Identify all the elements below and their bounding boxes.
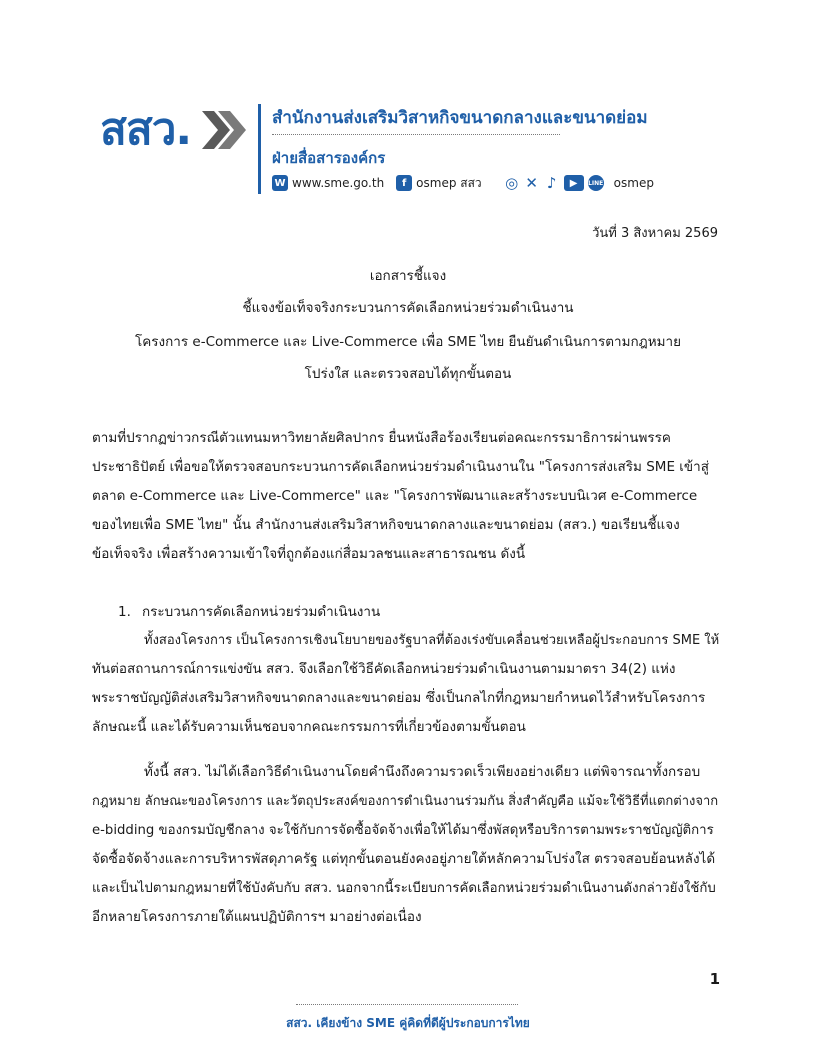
intro-line: ตลาด e-Commerce และ Live-Commerce" และ "โครงการพัฒนาและสร้างระบบนิเวศ e-Commerce <box>92 488 698 504</box>
document-type: เอกสารชี้แจง <box>369 268 447 284</box>
x-icon[interactable]: ✕ <box>525 174 538 192</box>
title-line-3: โครงการ e-Commerce และ Live-Commerce เพื่อ SME ไทย ยืนยันดำเนินการตามกฎหมาย <box>135 334 681 350</box>
footer-divider <box>296 1004 518 1005</box>
paragraph-line: ทั้งสองโครงการ เป็นโครงการเชิงนโยบายของรัฐบาลที่ต้องเร่งขับเคลื่อนช่วยเหลือผู้ประกอบการ SME ให้ <box>144 633 720 648</box>
section-number: 1. <box>118 604 131 620</box>
paragraph-line: ทั้งนี้ สสว. ไม่ได้เลือกวิธีดำเนินงานโดยคำนึงถึงความรวดเร็วเพียงอย่างเดียว แต่พิจารณาทั้งกรอบ <box>144 764 701 780</box>
paragraph-line: ทันต่อสถานการณ์การแข่งขัน สสว. จึงเลือกใช้วิธีคัดเลือกหน่วยร่วมดำเนินงานตามมาตรา 34(2) แห่ง <box>92 661 676 677</box>
line-icon[interactable]: LINE <box>588 175 604 191</box>
page-number: 1 <box>709 970 720 988</box>
intro-line: ของไทยเพื่อ SME ไทย" นั้น สำนักงานส่งเสริมวิสาหกิจขนาดกลางและขนาดย่อม (สสว.) ขอเรียนชี้แจง <box>92 517 680 533</box>
title-line-2: ชี้แจงข้อเท็จจริงกระบวนการคัดเลือกหน่วยร่วมดำเนินงาน <box>242 300 574 316</box>
intro-line: ข้อเท็จจริง เพื่อสร้างความเข้าใจที่ถูกต้องแก่สื่อมวลชนและสาธารณชน ดังนี้ <box>92 546 526 562</box>
document-date: วันที่ 3 สิงหาคม 2569 <box>592 226 718 241</box>
paragraph-line: e-bidding ของกรมบัญชีกลาง จะใช้กับการจัดซื้อจัดจ้างเพื่อให้ได้มาซึ่งพัสดุหรือบริการตามพระราชบัญญัติการ <box>92 823 714 838</box>
facebook-link[interactable]: osmep สสว <box>416 175 482 190</box>
facebook-icon: f <box>396 175 412 191</box>
intro-paragraph <box>92 424 720 569</box>
logo-chevron-icon <box>200 107 248 153</box>
paragraph-line: อีกหลายโครงการภายใต้แผนปฏิบัติการฯ มาอย่างต่อเนื่อง <box>92 909 422 925</box>
contact-row <box>272 174 666 192</box>
paragraph-line: กฎหมาย ลักษณะของโครงการ และวัตถุประสงค์ของการดำเนินงานร่วมกัน สิ่งสำคัญคือ แม้จะใช้วิธีที่แตกต่างจาก <box>92 794 719 809</box>
section-1-paragraph-1 <box>92 626 720 742</box>
paragraph-line: ลักษณะนี้ และได้รับความเห็นชอบจากคณะกรรมการที่เกี่ยวข้องตามขั้นตอน <box>92 719 526 735</box>
department-name: ฝ่ายสื่อสารองค์กร <box>272 149 386 167</box>
paragraph-line: จัดซื้อจัดจ้างและการบริหารพัสดุภาครัฐ แต่ทุกขั้นตอนยังคงอยู่ภายใต้หลักความโปร่งใส ตรวจสอบย้อนหลังได้ <box>92 851 716 867</box>
footer-slogan: สสว. เคียงข้าง SME คู่คิดที่ดีผู้ประกอบการไทย <box>286 1016 530 1030</box>
intro-line: ตามที่ปรากฏข่าวกรณีตัวแทนมหาวิทยาลัยศิลปากร ยื่นหนังสือร้องเรียนต่อคณะกรรมาธิการผ่านพรรค <box>92 430 671 446</box>
paragraph-line: และเป็นไปตามกฎหมายที่ใช้บังคับกับ สสว. นอกจากนี้ระเบียบการคัดเลือกหน่วยร่วมดำเนินงานดังกล่าวยังใช้กับ <box>92 881 716 896</box>
letterhead-divider <box>258 104 261 194</box>
tiktok-icon[interactable]: ♪ <box>546 174 557 192</box>
section-title: กระบวนการคัดเลือกหน่วยร่วมดำเนินงาน <box>142 604 381 620</box>
dotted-divider <box>272 134 560 135</box>
intro-line: ประชาธิปัตย์ เพื่อขอให้ตรวจสอบกระบวนการคัดเลือกหน่วยร่วมดำเนินงานใน "โครงการส่งเสริม SME เข้าสู่ <box>92 459 709 475</box>
section-1-heading <box>118 600 380 622</box>
youtube-icon[interactable]: ▶ <box>564 175 584 191</box>
website-link[interactable]: www.sme.go.th <box>292 176 385 190</box>
social-handle[interactable]: osmep <box>613 176 654 190</box>
title-line-4: โปร่งใส และตรวจสอบได้ทุกขั้นตอน <box>304 366 512 382</box>
paragraph-line: พระราชบัญญัติส่งเสริมวิสาหกิจขนาดกลางและขนาดย่อม ซึ่งเป็นกลไกที่กฎหมายกำหนดไว้สำหรับโครงการ <box>92 690 706 706</box>
organization-name: สำนักงานส่งเสริมวิสาหกิจขนาดกลางและขนาดย่อม <box>272 108 648 128</box>
logo-wordmark: สสว. <box>100 104 192 155</box>
website-icon: W <box>272 175 288 191</box>
section-1-paragraph-2 <box>92 758 720 932</box>
instagram-icon[interactable]: ◎ <box>505 174 519 192</box>
